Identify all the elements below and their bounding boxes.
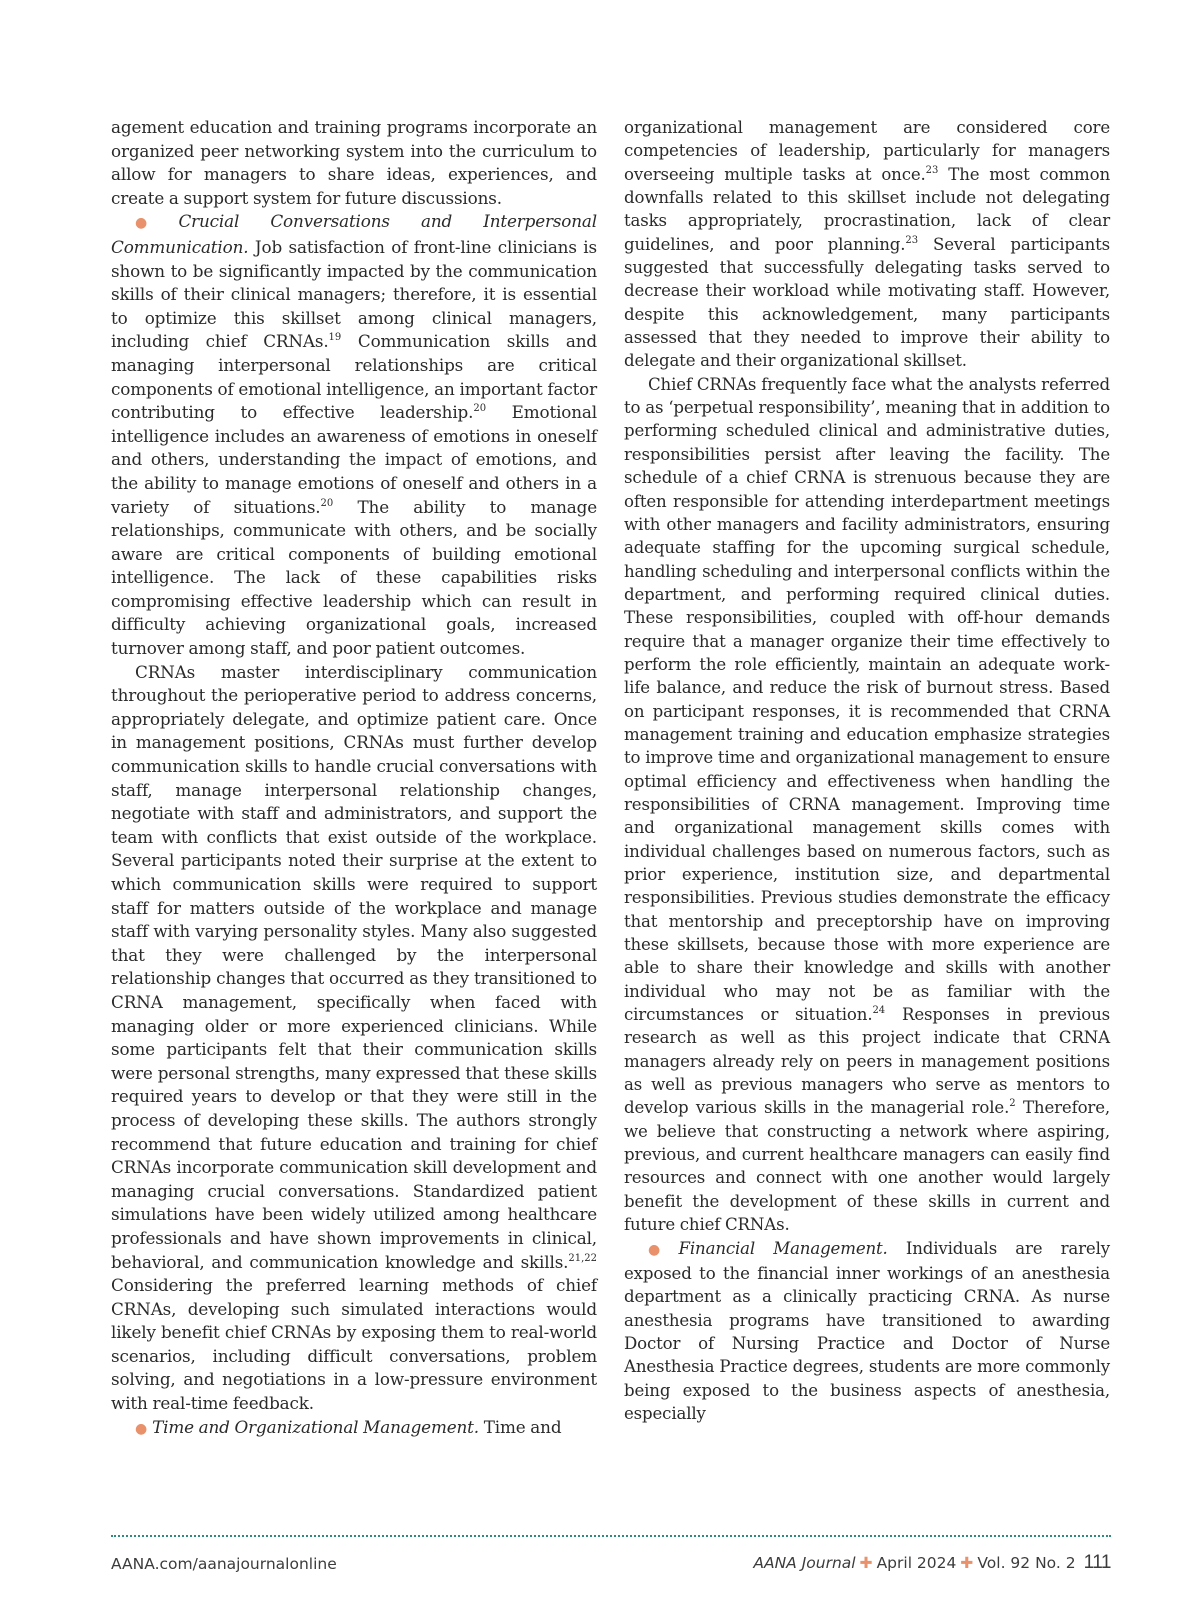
paragraph: ● Financial Management. Individuals are rarely exposed to the financial inner workings of an anesthesia department as a clinically practicing CRNA. As nurse anesthesia programs have transitioned to awarding Doctor of Nursing Practice and Doctor of Nurse Anesthesia Practice degrees, students are more commonly being exposed to the business aspects of anesthesia, especially	[624, 1238, 1110, 1423]
citation: 24	[872, 1005, 886, 1017]
footer-divider	[111, 1535, 1111, 1537]
section-heading: Time and Organizational Management.	[152, 1416, 479, 1437]
citation: 21,22	[568, 1252, 597, 1264]
cross-icon: ✚	[960, 1554, 974, 1572]
citation: 20	[320, 497, 334, 509]
citation: 23	[925, 164, 939, 176]
citation: 20	[473, 403, 487, 415]
journal-name: AANA Journal	[753, 1554, 856, 1572]
paragraph: agement education and training programs incorporate an organized peer networking system into the curriculum to allow for managers to share ideas, experiences, and create a support system for future discussions.	[111, 117, 597, 208]
page-footer	[111, 1552, 1111, 1576]
section-heading: Financial Management.	[678, 1238, 888, 1258]
volume-issue: Vol. 92 No. 2	[977, 1554, 1076, 1572]
bullet-icon: ●	[135, 215, 174, 232]
bullet-icon: ●	[135, 1420, 148, 1437]
citation: 2	[1009, 1098, 1016, 1110]
journal-url-link[interactable]: AANA.com/aanajournalonline	[111, 1555, 337, 1573]
footer-citation	[753, 1552, 1111, 1574]
issue-date: April 2024	[876, 1554, 957, 1572]
paragraph: ● Crucial Conversations and Interpersonal Communication. Job satisfaction of front-line clinicians is shown to be significantly impacted by the communication skills of their clinical managers; therefore, it is essential to optimize this skillset among clinical managers, including chief CRNAs.$^{19}$ Communication skills and managing interpersonal relationships are critical components of emotional intelligence, an important factor contributing to effective leadership.$^{20}$ Emotional intelligence includes an awareness of emotions in oneself and others, understanding the impact of emotions, and the ability to manage emotions of oneself and others in a variety of situations.$^{20}$ The ability to manage relationships, communicate with others, and be socially aware are critical components of building emotional intelligence. The lack of these capabilities risks compromising effective leadership which can result in difficulty achieving organizational goals, increased turnover among staff, and poor patient outcomes.	[111, 211, 597, 659]
bullet-icon: ●	[648, 1241, 674, 1258]
left-column	[111, 116, 597, 1441]
section-heading: Crucial Conversations and Interpersonal Communication.	[111, 211, 597, 257]
page-number: 111	[1083, 1552, 1111, 1573]
paragraph: ● Time and Organizational Management. Time and	[135, 1416, 562, 1437]
right-column	[624, 116, 1110, 1425]
paragraph: Chief CRNAs frequently face what the analysts referred to as ‘perpetual responsibility’, meaning that in addition to performing scheduled clinical and administrative duties, responsibilities persist after leaving the facility. The schedule of a chief CRNA is strenuous because they are often responsible for attending interdepartment meetings with other managers and facility administrators, ensuring adequate staffing for the upcoming surgical schedule, handling scheduling and interpersonal conflicts within the department, and performing required clinical duties. These responsibilities, coupled with off-hour demands require that a manager organize their time effectively to perform the role efficiently, maintain an adequate work-life balance, and reduce the risk of burnout stress. Based on participant responses, it is recommended that CRNA management training and education emphasize strategies to improve time and organizational management to ensure optimal efficiency and effectiveness when handling the responsibilities of CRNA management. Improving time and organizational management skills comes with individual challenges based on numerous factors, such as prior experience, institution size, and departmental responsibilities. Previous studies demonstrate the efficacy that mentorship and preceptorship have on improving these skillsets, because those with more experience are able to share their knowledge and skills with another individual who may not be as familiar with the circumstances or situation.$^{24}$ Responses in previous research as well as this project indicate that CRNA managers already rely on peers in management positions as well as previous managers who serve as mentors to develop various skills in the managerial role.$^2$ Therefore, we believe that constructing a network where aspiring, previous, and current healthcare managers can easily find resources and connect with one another would largely benefit the development of these skills in current and future chief CRNAs.	[624, 374, 1110, 1235]
citation: 19	[328, 332, 342, 344]
cross-icon: ✚	[859, 1554, 873, 1572]
citation: 23	[905, 234, 919, 246]
paragraph: CRNAs master interdisciplinary communication throughout the perioperative period to address concerns, appropriately delegate, and optimize patient care. Once in management positions, CRNAs must further develop communication skills to handle crucial conversations with staff, manage interpersonal relationship changes, negotiate with staff and administrators, and support the team with conflicts that exist outside of the workplace. Several participants noted their surprise at the extent to which communication skills were required to support staff for matters outside of the workplace and manage staff with varying personality styles. Many also suggested that they were challenged by the interpersonal relationship changes that occurred as they transitioned to CRNA management, specifically when faced with managing older or more experienced clinicians. While some participants felt that their communication skills were personal strengths, many expressed that these skills required years to develop or that they were still in the process of developing these skills. The authors strongly recommend that future education and training for chief CRNAs incorporate communication skill development and managing crucial conversations. Standardized patient simulations have been widely utilized among healthcare professionals and have shown improvements in clinical, behavioral, and communication knowledge and skills.$^{21,22}$ Considering the preferred learning methods of chief CRNAs, developing such simulated interactions would likely benefit chief CRNAs by exposing them to real-world scenarios, including difficult conversations, problem solving, and negotiations in a low-pressure environment with real-time feedback.	[111, 661, 597, 1414]
paragraph: organizational management are considered core competencies of leadership, particularly for managers overseeing multiple tasks at once.$^{23}$ The most common downfalls related to this skillset include not delegating tasks appropriately, procrastination, lack of clear guidelines, and poor planning.$^{23}$ Several participants suggested that successfully delegating tasks served to decrease their workload while motivating staff. However, despite this acknowledgement, many participants assessed that they needed to improve their ability to delegate and their organizational skillset.	[624, 118, 1111, 371]
